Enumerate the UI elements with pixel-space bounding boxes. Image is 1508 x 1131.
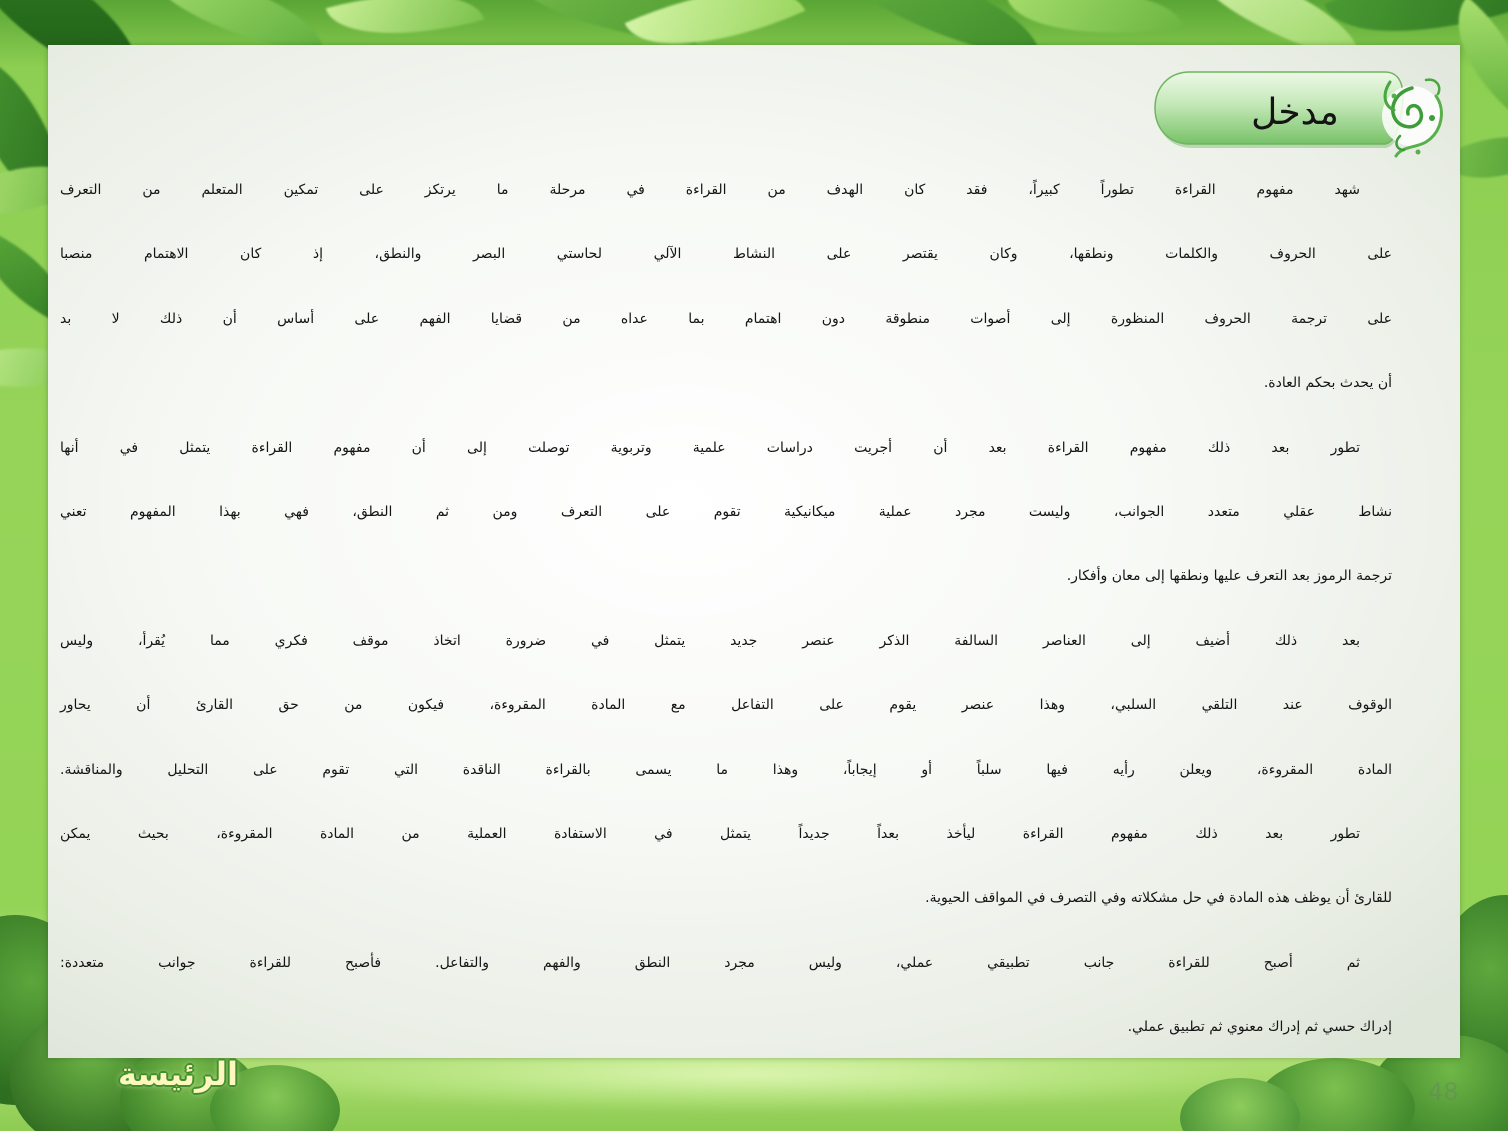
- text-line: ترجمة الرموز بعد التعرف عليها ونطقها إلى معان وأفكار.: [1066, 568, 1392, 585]
- section-tab: [1150, 66, 1450, 166]
- text-line: الوقوف عند التلقي السلبي، وهذا عنصر يقوم على التفاعل مع المادة المقروءة، فيكون من حق القارئ أن يحاور: [60, 697, 1392, 714]
- text-line: ثم أصبح للقراءة جانب تطبيقي عملي، وليس مجرد النطق والفهم والتفاعل. فأصبح للقراءة جوانب متعددة:: [60, 954, 1360, 971]
- text-line: أن يحدث بحكم العادة.: [1263, 375, 1392, 392]
- text-line: على ترجمة الحروف المنظورة إلى أصوات منطوقة دون اهتمام بما عداه من قضايا الفهم على أساس أن ذلك لا بد: [60, 310, 1392, 327]
- paragraph: [60, 609, 1392, 802]
- text-line: إدراك حسي ثم إدراك معنوي ثم تطبيق عملي.: [1127, 1019, 1392, 1036]
- section-title: مدخل: [1251, 92, 1339, 133]
- text-line: نشاط عقلي متعدد الجوانب، وليست مجرد عملية ميكانيكية تقوم على التعرف ومن ثم النطق، فهي بهذا المفهوم تعني: [60, 503, 1392, 520]
- paragraph: [60, 416, 1392, 609]
- body-text: [60, 158, 1392, 1059]
- paragraph: [60, 158, 1392, 416]
- paragraph: [60, 931, 1392, 1060]
- paragraph: [60, 802, 1392, 931]
- text-line: للقارئ أن يوظف هذه المادة في حل مشكلاته وفي التصرف في المواقف الحيوية.: [925, 890, 1392, 907]
- content-panel: [48, 45, 1460, 1058]
- text-line: المادة المقروءة، ويعلن رأيه فيها سلباً أو إيجاباً، وهذا ما يسمى بالقراءة الناقدة التي تقوم على التحليل والمناقشة.: [60, 761, 1392, 778]
- text-line: على الحروف والكلمات ونطقها، وكان يقتصر على النشاط الآلي لحاستي البصر والنطق، إذ كان الاهتمام منصبا: [60, 246, 1392, 263]
- text-line: بعد ذلك أضيف إلى العناصر السالفة الذكر عنصر جديد يتمثل في ضرورة اتخاذ موقف فكري مما يُقرأ، وليس: [60, 632, 1360, 649]
- text-line: تطور بعد ذلك مفهوم القراءة ليأخذ بعداً جديداً يتمثل في الاستفادة العملية من المادة المقروءة، بحيث يمكن: [60, 825, 1360, 842]
- text-line: شهد مفهوم القراءة تطوراً كبيراً، فقد كان الهدف من القراءة في مرحلة ما يرتكز على تمكين المتعلم من التعرف: [60, 182, 1360, 198]
- page-number: 48: [1428, 1078, 1459, 1106]
- home-button[interactable]: الرئيسة: [118, 1055, 238, 1093]
- text-line: تطور بعد ذلك مفهوم القراءة بعد أن أجريت دراسات علمية وتربوية توصلت إلى أن مفهوم القراءة يتمثل في أنها: [60, 439, 1360, 456]
